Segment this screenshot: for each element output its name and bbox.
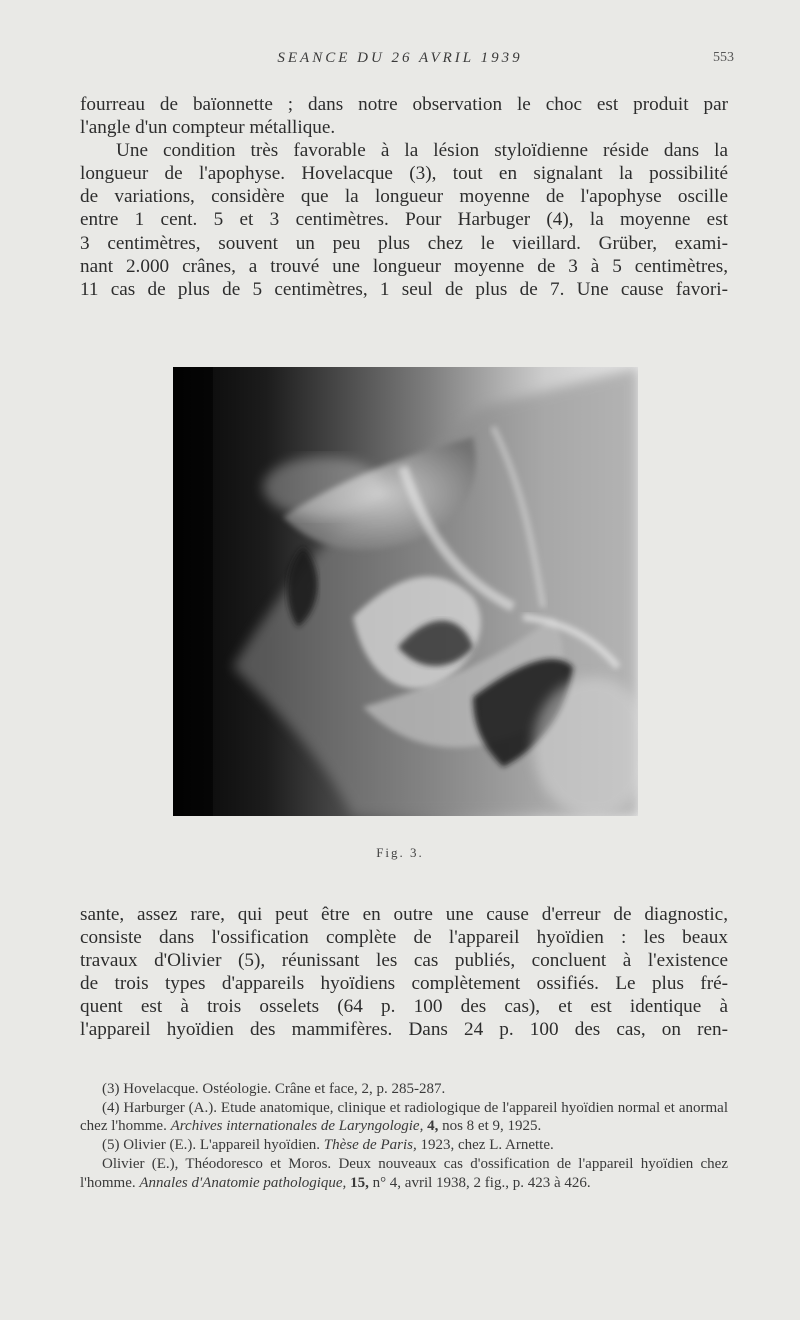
- paragraph-top: [80, 93, 728, 301]
- thesis-title: Thèse de Paris,: [323, 1137, 417, 1154]
- page-number: 553: [713, 50, 734, 65]
- journal-title: Archives internationales de Laryngologie,: [170, 1118, 424, 1135]
- footnote-text: Olivier (E.), Théodoresco et Moros. Deux nouveaux cas d'ossification de l'appareil hyoïdien chez l'homme.: [80, 1155, 728, 1191]
- text-line: entre 1 cent. 5 et 3 centimètres. Pour Harbuger (4), la moyenne est: [80, 209, 728, 231]
- footnote-text: 1923, chez L. Arnette.: [420, 1137, 554, 1154]
- text-line: fourreau de baïonnette ; dans notre observation le choc est produit par: [80, 94, 728, 115]
- radiograph-image: [173, 367, 638, 816]
- text-line: travaux d'Olivier (5), réunissant les cas publiés, concluent à l'existence: [80, 950, 728, 972]
- footnote-5b: [80, 1155, 728, 1192]
- paragraph-bottom: [80, 903, 728, 1042]
- running-head: [0, 50, 800, 72]
- text-line: l'appareil hyoïdien des mammifères. Dans 24 p. 100 des cas, on ren-: [80, 1019, 728, 1041]
- radiograph-figure: [173, 367, 638, 816]
- footnote-5a: [80, 1136, 728, 1155]
- volume-number: 4,: [427, 1118, 439, 1135]
- footnotes: [80, 1080, 728, 1192]
- footnote-text: (4) Harburger (A.). Etude anatomique, clinique et radiologique de l'appareil hyoïdien normal et anormal chez l'homme.: [80, 1099, 728, 1135]
- footnote-text: nos 8 et 9, 1925.: [442, 1118, 542, 1135]
- figure-caption: Fig. 3.: [376, 845, 424, 860]
- volume-number: 15,: [350, 1174, 369, 1191]
- text-line: consiste dans l'ossification complète de l'appareil hyoïdien : les beaux: [80, 927, 728, 949]
- footnote-text: (5) Olivier (E.). L'appareil hyoïdien.: [102, 1137, 321, 1154]
- footnote-4: [80, 1099, 728, 1136]
- text-line: 3 centimètres, souvent un peu plus chez le vieillard. Grüber, exami-: [80, 232, 728, 254]
- text-line: nant 2.000 crânes, a trouvé une longueur moyenne de 3 à 5 centimètres,: [80, 255, 728, 277]
- text-line: longueur de l'apophyse. Hovelacque (3), tout en signalant la possibilité: [80, 163, 728, 185]
- text-line: 11 cas de plus de 5 centimètres, 1 seul de plus de 7. Une cause favori-: [80, 278, 728, 300]
- footnote-text: n° 4, avril 1938, 2 fig., p. 423 à 426.: [372, 1174, 591, 1191]
- text-line: de variations, considère que la longueur moyenne de l'apophyse oscille: [80, 186, 728, 208]
- journal-title: Annales d'Anatomie pathologique,: [139, 1174, 347, 1191]
- text-line: sante, assez rare, qui peut être en outre une cause d'erreur de diagnostic,: [80, 904, 728, 925]
- text-line: Une condition très favorable à la lésion styloïdienne réside dans la: [116, 140, 728, 162]
- running-head-title: SEANCE DU 26 AVRIL 1939: [277, 50, 523, 66]
- text-line: l'angle d'un compteur métallique.: [80, 117, 336, 139]
- footnote-3: (3) Hovelacque. Ostéologie. Crâne et face, 2, p. 285-287.: [102, 1081, 446, 1097]
- text-line: de trois types d'appareils hyoïdiens complètement ossifiés. Le plus fré-: [80, 973, 728, 995]
- text-line: quent est à trois osselets (64 p. 100 des cas), et est identique à: [80, 996, 728, 1018]
